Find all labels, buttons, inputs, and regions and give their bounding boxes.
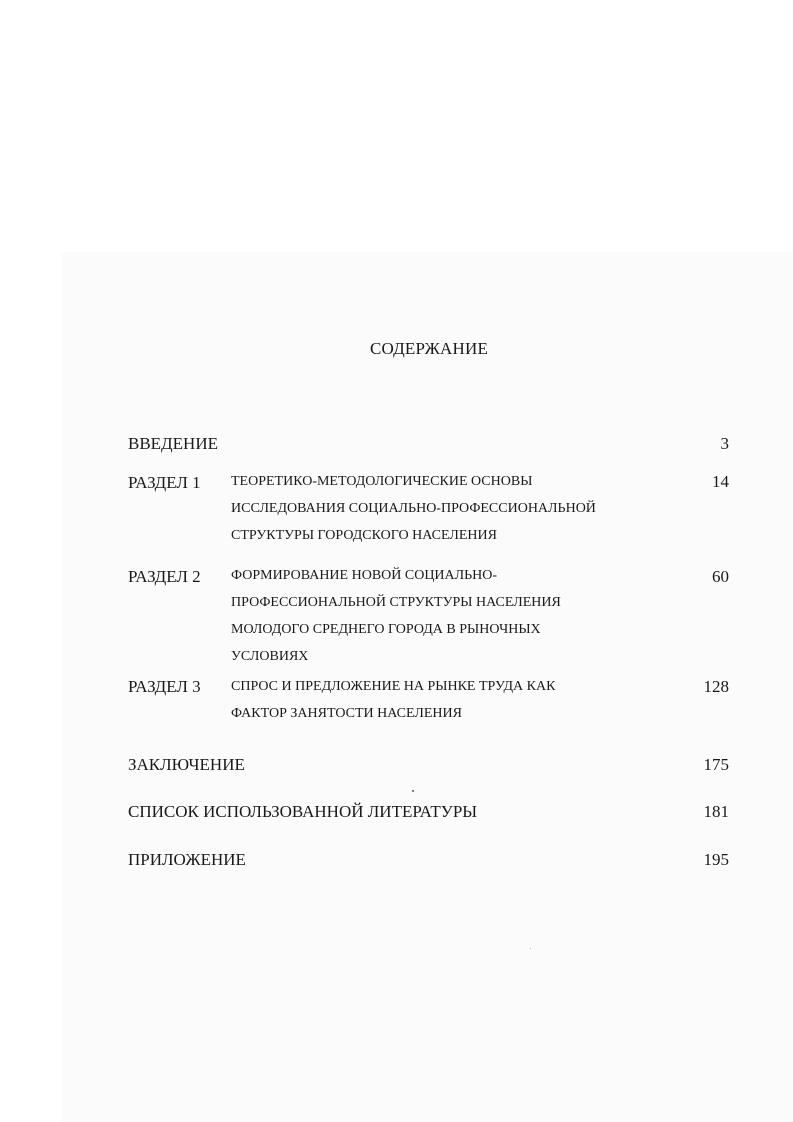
toc-page-section-1: 14 <box>712 472 729 491</box>
toc-section-2-label: РАЗДЕЛ 2 <box>128 567 201 586</box>
scan-speck <box>412 790 414 792</box>
toc-section-3-line-2: ФАКТОР ЗАНЯТОСТИ НАСЕЛЕНИЯ <box>231 706 462 721</box>
toc-section-1-line-1: ТЕОРЕТИКО-МЕТОДОЛОГИЧЕСКИЕ ОСНОВЫ <box>231 474 533 489</box>
toc-entry-references: СПИСОК ИСПОЛЬЗОВАННОЙ ЛИТЕРАТУРЫ <box>128 802 478 821</box>
toc-section-2-line-4: УСЛОВИЯХ <box>231 649 309 664</box>
toc-section-2-line-3: МОЛОДОГО СРЕДНЕГО ГОРОДА В РЫНОЧНЫХ <box>231 622 541 637</box>
toc-entry-appendix: ПРИЛОЖЕНИЕ <box>128 850 246 869</box>
toc-section-3-line-1: СПРОС И ПРЕДЛОЖЕНИЕ НА РЫНКЕ ТРУДА КАК <box>231 679 556 694</box>
toc-entry-introduction: ВВЕДЕНИЕ <box>128 434 218 453</box>
toc-section-1-line-2: ИССЛЕДОВАНИЯ СОЦИАЛЬНО-ПРОФЕССИОНАЛЬНОЙ <box>231 501 596 516</box>
toc-heading: СОДЕРЖАНИЕ <box>369 339 489 358</box>
toc-page-references: 181 <box>703 802 729 821</box>
toc-entry-conclusion: ЗАКЛЮЧЕНИЕ <box>128 755 245 774</box>
toc-section-1-label: РАЗДЕЛ 1 <box>128 473 201 492</box>
toc-section-1-line-3: СТРУКТУРЫ ГОРОДСКОГО НАСЕЛЕНИЯ <box>231 528 497 543</box>
toc-page-section-3: 128 <box>703 677 729 696</box>
toc-page-conclusion: 175 <box>703 755 729 774</box>
toc-section-1-title <box>231 468 671 549</box>
toc-page-section-2: 60 <box>712 567 729 586</box>
scan-speck <box>530 948 531 949</box>
toc-section-2-line-1: ФОРМИРОВАНИЕ НОВОЙ СОЦИАЛЬНО- <box>231 568 498 583</box>
toc-page-appendix: 195 <box>703 850 729 869</box>
toc-section-2-title <box>231 562 671 670</box>
toc-section-3-label: РАЗДЕЛ 3 <box>128 677 201 696</box>
toc-page-introduction: 3 <box>720 434 729 453</box>
toc-section-3-title <box>231 673 671 727</box>
toc-section-2-line-2: ПРОФЕССИОНАЛЬНОЙ СТРУКТУРЫ НАСЕЛЕНИЯ <box>231 595 561 610</box>
